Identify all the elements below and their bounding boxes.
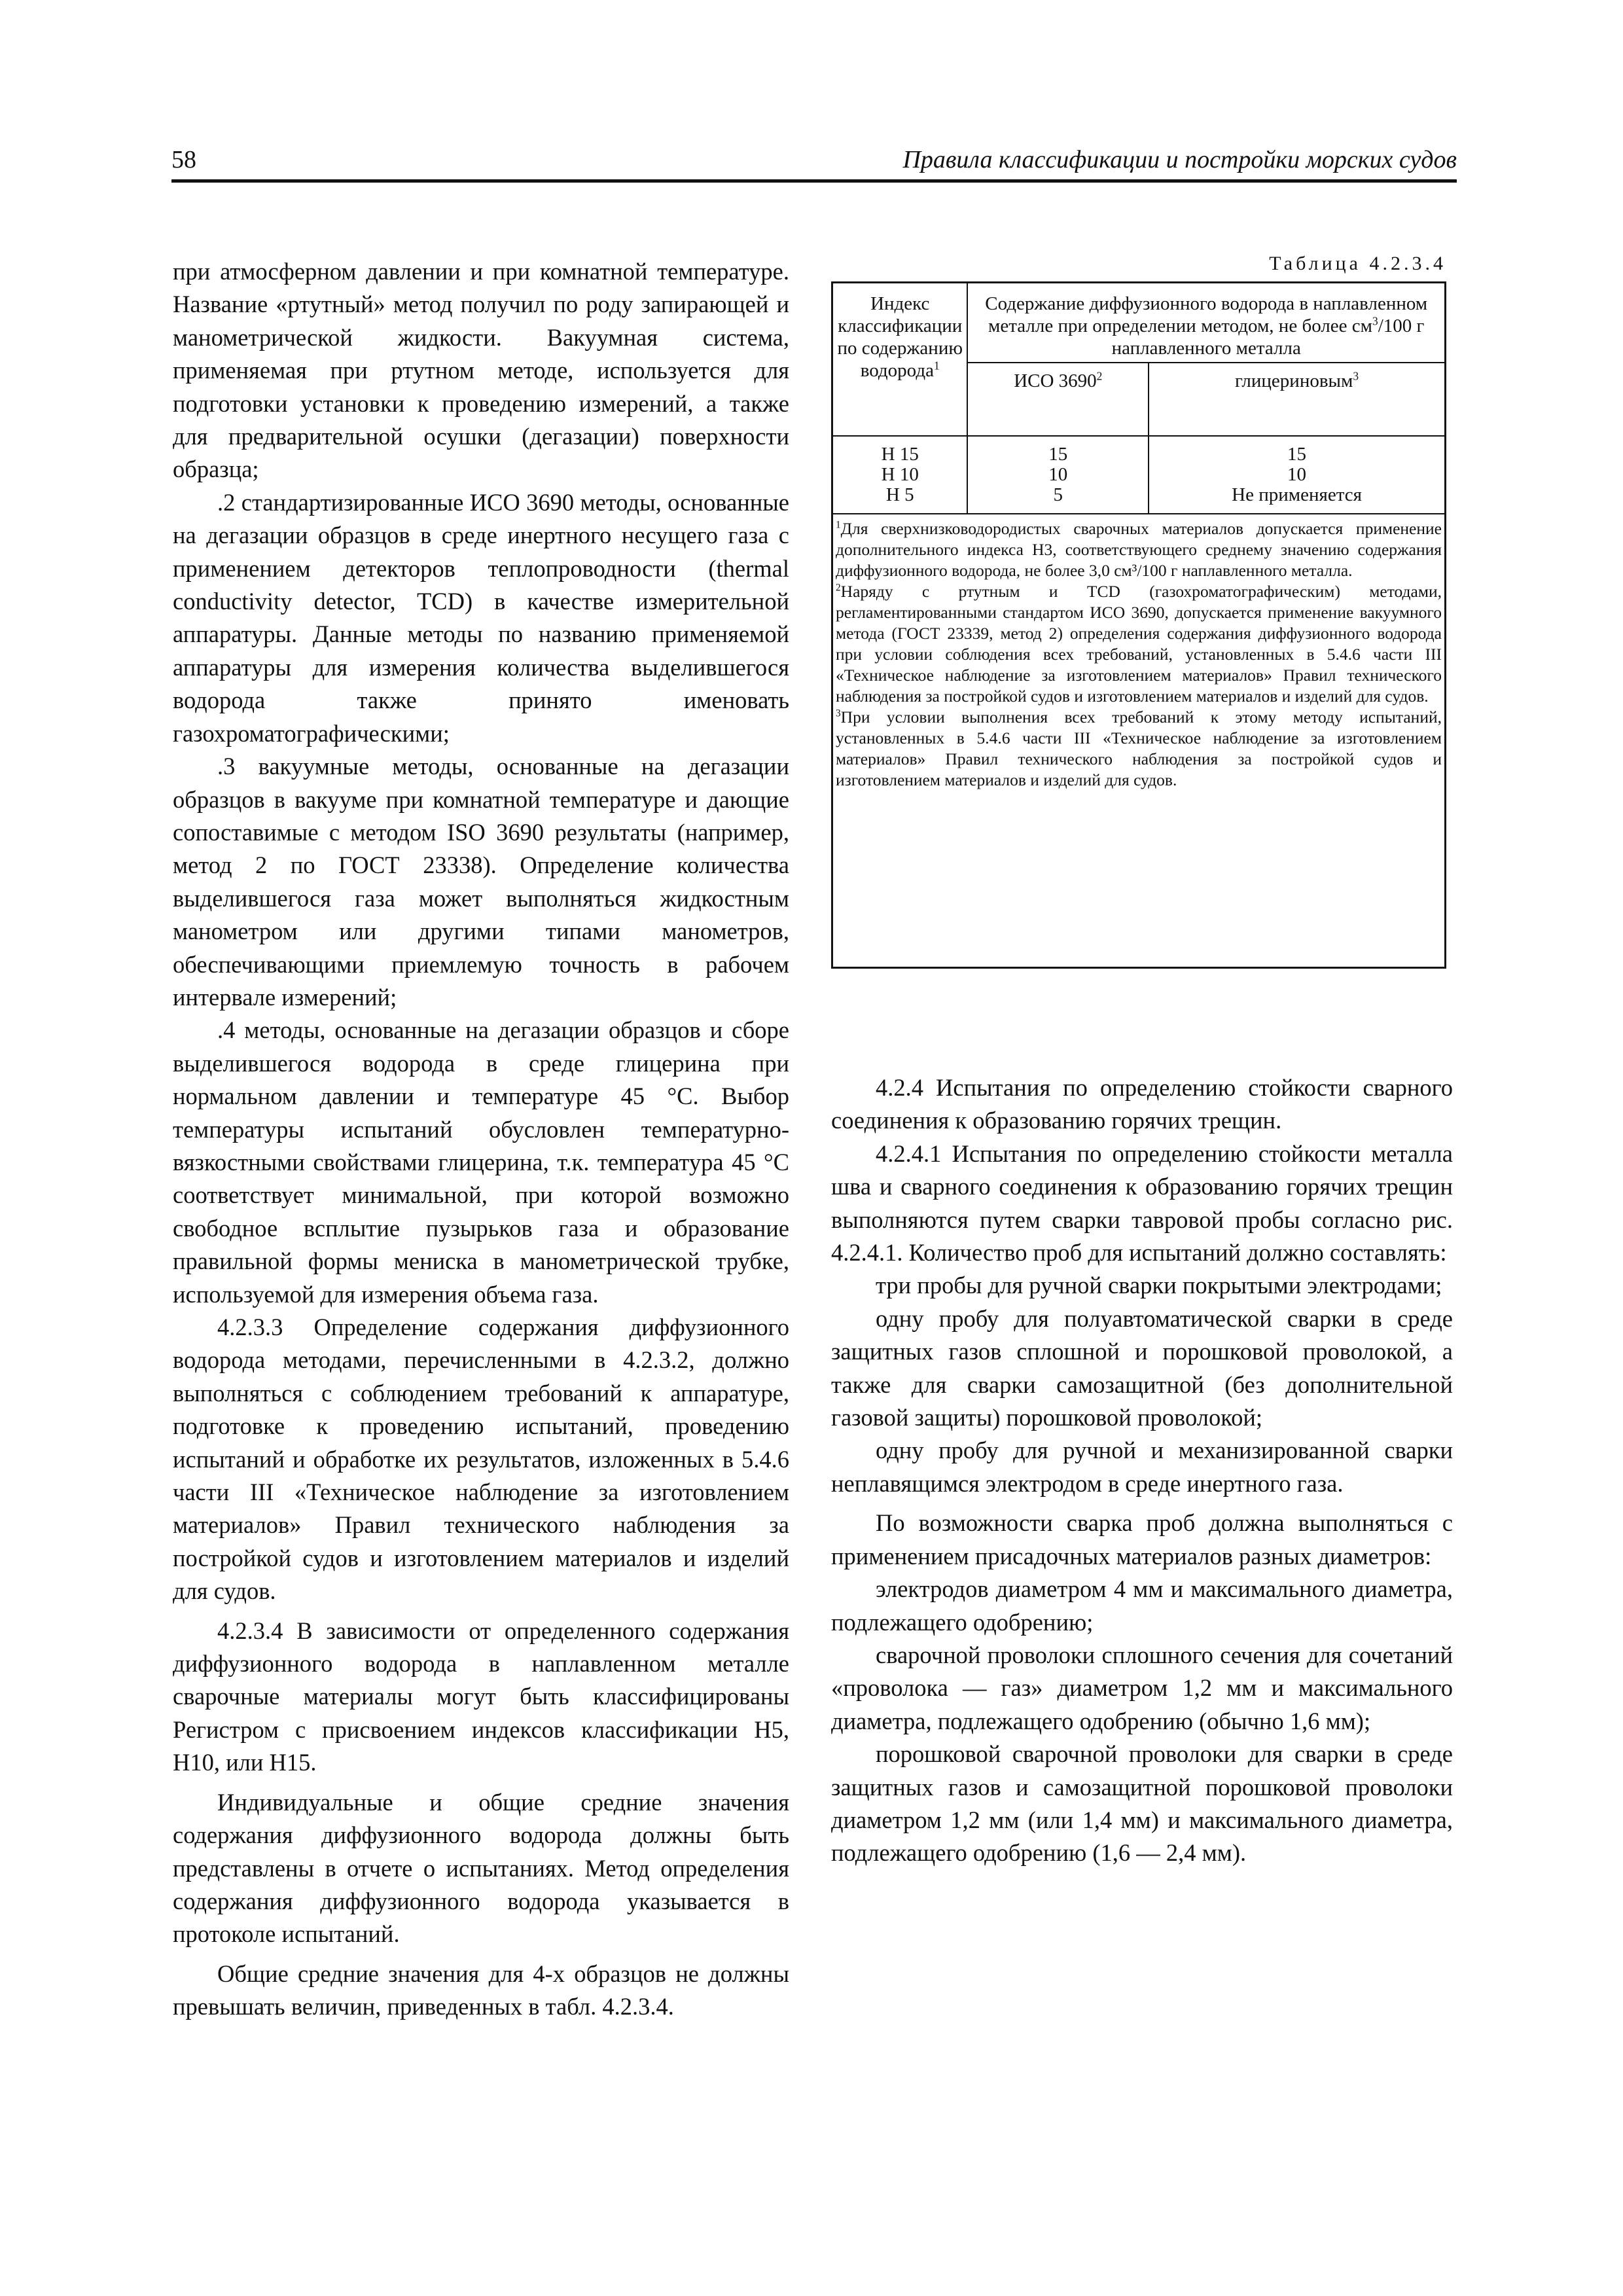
table-cell: 5: [1053, 484, 1063, 505]
list-item: три пробы для ручной сварки покрытыми электродами;: [876, 1272, 1442, 1299]
footnote-mark: 2: [836, 582, 841, 594]
running-title: Правила классификации и постройки морских судов: [902, 146, 1457, 173]
footnote: [836, 707, 1442, 791]
glycerin-header-text: глицериновым: [1235, 370, 1353, 391]
table-cell: 10: [1287, 464, 1307, 485]
footnote-ref: 1: [933, 359, 940, 372]
list-item: одну пробу для ручной и механизированной сварки неплавящимся электродом в среде инертного газа.: [831, 1437, 1453, 1497]
table-cell: Не применяется: [1232, 484, 1362, 505]
footnote-ref: 2: [1096, 369, 1103, 383]
footnote-text: Наряду с ртутным и TCD (газохроматографическим) методами, регламентированными стандартом ИСО 3690, допускается применение вакуумного метода (ГОСТ 23339, метод 2) определения содержания диффузионного водорода при условии соблюдения всех требований, установленных в 5.4.6 части III «Техническое наблюдение за изготовлением материалов» Правил технического наблюдения за постройкой судов и изготовлением материалов и изделий для судов.: [836, 582, 1442, 706]
glycerin-values: [1149, 436, 1444, 514]
paragraph: .3 вакуумные методы, основанные на дегазации образцов в вакууме при комнатной температуре и дающие сопоставимые с методом ISO 3690 результаты (например, метод 2 по ГОСТ 23338). Определение количества выделившегося газа может выполняться жидкостным манометром или другими типами манометров, обеспечивающими приемлемую точность в рабочем интервале измерений;: [173, 753, 789, 1011]
paragraph: 4.2.3.4 В зависимости от определенного содержания диффузионного водорода в наплавленном металле сварочные материалы могут быть классифицированы Регистром с присвоением индексов классификации Н5, Н10, или Н15.: [173, 1617, 789, 1776]
classification-table: [833, 283, 1444, 514]
footnote-mark: 1: [836, 519, 841, 531]
table-cell: Н 5: [885, 484, 914, 505]
list-item: порошковой сварочной проволоки для сварки в среде защитных газов и самозащитной порошковой проволоки диаметром 1,2 мм (или 1,4 мм) и максимального диаметра, подлежащего одобрению (1,6 — 2,4 мм).: [831, 1740, 1453, 1867]
hydrogen-table: [831, 281, 1446, 969]
content-header-text: Содержание диффузионного водорода в наплавленном металле при определении методом, не более см: [985, 293, 1428, 336]
iso-header-text: ИСО 3690: [1014, 370, 1097, 391]
page-number: 58: [171, 146, 196, 173]
index-values: [833, 436, 967, 514]
content-header: [967, 283, 1444, 363]
glycerin-header: [1149, 363, 1444, 436]
footnote-mark: 3: [836, 708, 841, 719]
table-caption: Таблица 4.2.3.4: [1269, 253, 1446, 274]
left-column: [173, 255, 789, 2024]
footnote-text: Для сверхнизководородистых сварочных материалов допускается применение дополнительного индекса Н3, соответствующего среднему значению содержания диффузионного водорода, не более 3,0 см³/100 г наплавленного металла.: [836, 519, 1442, 580]
paragraph: .2 стандартизированные ИСО 3690 методы, основанные на дегазации образцов в среде инертного несущего газа с применением детекторов теплопроводности (thermal conductivity detector, TCD) в качестве измерительной аппаратуры. Данные методы по названию применяемой аппаратуры для измерения количества выделившегося водорода также принято именовать газохроматографическими;: [173, 488, 789, 747]
table-footnotes: [833, 514, 1444, 791]
paragraph: при атмосферном давлении и при комнатной температуре. Название «ртутный» метод получил по роду запирающей и манометрической жидкости. Вакуумная система, применяемая при ртутном методе, используется для подготовки установки к проведению измерений, а также для предварительной осушки (дегазации) поверхности образца;: [173, 258, 789, 483]
table-cell: Н 10: [881, 464, 919, 485]
section-heading: 4.2.4 Испытания по определению стойкости сварного соединения к образованию горячих трещин.: [831, 1074, 1453, 1134]
paragraph: .4 методы, основанные на дегазации образцов и сборе выделившегося водорода в среде глицерина при нормальном давлении и температуре 45 °С. Выбор температуры испытаний обусловлен температурно-вязкостными свойствами глицерина, т.к. температура 45 °С соответствует минимальной, при которой возможно свободное всплытие пузырьков газа и образование правильной формы мениска в манометрической трубке, используемой для измерения объема газа.: [173, 1016, 789, 1308]
table-values-row: [833, 436, 1444, 514]
superscript: 3: [1372, 314, 1378, 328]
list-item: сварочной проволоки сплошного сечения для сочетаний «проволока — газ» диаметром 1,2 мм и максимального диаметра, подлежащего одобрению (обычно 1,6 мм);: [831, 1641, 1453, 1734]
table-cell: 15: [1287, 444, 1307, 465]
footnote: [836, 518, 1442, 581]
footnote: [836, 581, 1442, 707]
paragraph: Индивидуальные и общие средние значения содержания диффузионного водорода должны быть представлены в отчете о испытаниях. Метод определения содержания диффузионного водорода указывается в протоколе испытаний.: [173, 1788, 789, 1948]
paragraph: Общие средние значения для 4-х образцов не должны превышать величин, приведенных в табл. 4.2.3.4.: [173, 1960, 789, 2020]
table-cell: 15: [1048, 444, 1068, 465]
table-cell: 10: [1048, 464, 1068, 485]
footnote-ref: 3: [1353, 369, 1359, 383]
iso-values: [967, 436, 1149, 514]
list-item: электродов диаметром 4 мм и максимального диаметра, подлежащего одобрению;: [831, 1575, 1453, 1636]
table-cell: Н 15: [881, 444, 919, 465]
index-header: [833, 283, 967, 436]
iso-header: [967, 363, 1149, 436]
page-header: [171, 141, 1457, 183]
content-header-tail: /100 г наплавленного металла: [1111, 315, 1425, 359]
table-header-row: [833, 283, 1444, 363]
paragraph: 4.2.3.3 Определение содержания диффузионного водорода методами, перечисленными в 4.2.3.2, должно выполняться с соблюдением требований к аппаратуре, подготовке к проведению испытаний, проведению испытаний и обработке их результатов, изложенных в 5.4.6 части III «Техническое наблюдение за изготовлением материалов» Правил технического наблюдения за постройкой судов и изготовлением материалов и изделий для судов.: [173, 1314, 789, 1605]
index-header-text: Индекс классификации по содержанию водорода: [837, 293, 963, 381]
right-column: [831, 1071, 1453, 1870]
list-item: одну пробу для полуавтоматической сварки в среде защитных газов сплошной и порошковой проволокой, а также для сварки самозащитной (без дополнительной газовой защиты) порошковой проволокой;: [831, 1304, 1453, 1431]
paragraph: По возможности сварка проб должна выполняться с применением присадочных материалов разных диаметров:: [831, 1509, 1453, 1570]
footnote-text: При условии выполнения всех требований к этому методу испытаний, установленных в 5.4.6 части III «Техническое наблюдение за изготовлением материалов» Правил технического наблюдения за постройкой судов и изготовлением материалов и изделий для судов.: [836, 708, 1442, 789]
paragraph: 4.2.4.1 Испытания по определению стойкости металла шва и сварного соединения к образованию горячих трещин выполняются путем сварки тавровой пробы согласно рис. 4.2.4.1. Количество проб для испытаний должно составлять:: [831, 1139, 1453, 1266]
